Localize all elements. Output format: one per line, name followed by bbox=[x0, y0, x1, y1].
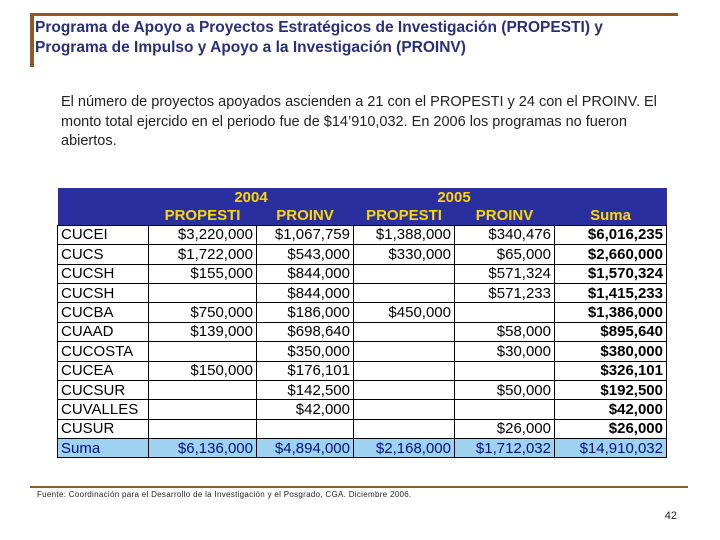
table-cell bbox=[354, 264, 455, 283]
table-cell: $1,067,759 bbox=[257, 225, 354, 244]
table-cell: $150,000 bbox=[149, 361, 257, 380]
intro-paragraph: El número de proyectos apoyados ascienden a 21 con el PROPESTI y 24 con el PROINV. El monto total ejercido en el periodo fue de $14’910,032. En 2006 los programas no fueron abiertos. bbox=[61, 94, 657, 149]
table-cell: $450,000 bbox=[354, 303, 455, 322]
row-label: CUCEA bbox=[58, 361, 149, 380]
header-empty bbox=[555, 188, 667, 206]
table-cell: $571,324 bbox=[455, 264, 555, 283]
table-cell bbox=[257, 419, 354, 438]
table-cell bbox=[354, 342, 455, 361]
table-cell bbox=[455, 303, 555, 322]
table-cell bbox=[149, 400, 257, 419]
col-header-proinv-2005: PROINV bbox=[455, 206, 555, 225]
table-cell: $698,640 bbox=[257, 322, 354, 341]
page-number: 42 bbox=[664, 510, 677, 522]
table-cell: $2,660,000 bbox=[555, 245, 667, 264]
table-cell: $1,712,032 bbox=[455, 439, 555, 458]
table-cell: $350,000 bbox=[257, 342, 354, 361]
table-cell: $42,000 bbox=[257, 400, 354, 419]
table-cell: $2,168,000 bbox=[354, 439, 455, 458]
table-cell: $571,233 bbox=[455, 283, 555, 302]
table-cell: $186,000 bbox=[257, 303, 354, 322]
table-cell: $326,101 bbox=[555, 361, 667, 380]
total-row bbox=[58, 439, 667, 458]
table-cell: $330,000 bbox=[354, 245, 455, 264]
table-cell: $6,016,235 bbox=[555, 225, 667, 244]
year-2005: 2005 bbox=[354, 188, 555, 206]
row-label: CUCSUR bbox=[58, 380, 149, 399]
table-cell bbox=[149, 380, 257, 399]
row-label: CUAAD bbox=[58, 322, 149, 341]
col-header-suma: Suma bbox=[555, 206, 667, 225]
table-cell: $65,000 bbox=[455, 245, 555, 264]
column-header-row bbox=[58, 206, 667, 225]
slide-title: Programa de Apoyo a Proyectos Estratégicos de Investigación (PROPESTI) y Programa de Impulso y Apoyo a la Investigación (PROINV) bbox=[35, 19, 603, 56]
table-cell bbox=[149, 419, 257, 438]
table-cell bbox=[354, 361, 455, 380]
row-label: CUSUR bbox=[58, 419, 149, 438]
col-header-propesti-2005: PROPESTI bbox=[354, 206, 455, 225]
table-cell: $1,722,000 bbox=[149, 245, 257, 264]
table-row bbox=[58, 264, 667, 283]
table-cell bbox=[149, 283, 257, 302]
table-cell: $42,000 bbox=[555, 400, 667, 419]
header-empty bbox=[58, 188, 149, 206]
table-cell: $26,000 bbox=[455, 419, 555, 438]
table-cell: $50,000 bbox=[455, 380, 555, 399]
row-label: CUCS bbox=[58, 245, 149, 264]
table-cell: $340,476 bbox=[455, 225, 555, 244]
row-label: CUVALLES bbox=[58, 400, 149, 419]
table-cell bbox=[455, 361, 555, 380]
row-label: CUCOSTA bbox=[58, 342, 149, 361]
table-row bbox=[58, 342, 667, 361]
table-row bbox=[58, 283, 667, 302]
table-cell bbox=[455, 400, 555, 419]
table-cell: $3,220,000 bbox=[149, 225, 257, 244]
table-cell: $142,500 bbox=[257, 380, 354, 399]
table-cell: $1,386,000 bbox=[555, 303, 667, 322]
table-row bbox=[58, 419, 667, 438]
table-cell bbox=[354, 419, 455, 438]
table-cell: $1,388,000 bbox=[354, 225, 455, 244]
title-rule-horizontal bbox=[30, 13, 678, 16]
table-cell: $155,000 bbox=[149, 264, 257, 283]
table-cell bbox=[354, 322, 455, 341]
table-cell bbox=[354, 380, 455, 399]
table-cell bbox=[354, 283, 455, 302]
table-cell: $6,136,000 bbox=[149, 439, 257, 458]
table-cell: $139,000 bbox=[149, 322, 257, 341]
table-row bbox=[58, 400, 667, 419]
table-cell: $844,000 bbox=[257, 283, 354, 302]
col-header-propesti-2004: PROPESTI bbox=[149, 206, 257, 225]
table-row bbox=[58, 361, 667, 380]
table-cell bbox=[149, 342, 257, 361]
row-label: CUCSH bbox=[58, 283, 149, 302]
table-cell: $192,500 bbox=[555, 380, 667, 399]
table-cell: $1,570,324 bbox=[555, 264, 667, 283]
funding-table bbox=[57, 188, 667, 458]
table-row bbox=[58, 303, 667, 322]
table-row bbox=[58, 225, 667, 244]
total-label: Suma bbox=[58, 439, 149, 458]
table-cell: $14,910,032 bbox=[555, 439, 667, 458]
title-rule-vertical bbox=[30, 13, 34, 67]
row-label: CUCBA bbox=[58, 303, 149, 322]
year-header-row bbox=[58, 188, 667, 206]
table-row bbox=[58, 245, 667, 264]
table-cell: $176,101 bbox=[257, 361, 354, 380]
footer-rule bbox=[30, 486, 688, 488]
table-row bbox=[58, 322, 667, 341]
table-cell bbox=[354, 400, 455, 419]
source-note: Fuente: Coordinación para el Desarrollo de la Investigación y el Posgrado, CGA. Diciembre 2006. bbox=[37, 490, 412, 499]
table-cell: $895,640 bbox=[555, 322, 667, 341]
table-cell: $1,415,233 bbox=[555, 283, 667, 302]
table-cell: $58,000 bbox=[455, 322, 555, 341]
table-cell: $750,000 bbox=[149, 303, 257, 322]
table-cell: $380,000 bbox=[555, 342, 667, 361]
row-label: CUCSH bbox=[58, 264, 149, 283]
year-2004: 2004 bbox=[149, 188, 354, 206]
table-cell: $543,000 bbox=[257, 245, 354, 264]
header-empty bbox=[58, 206, 149, 225]
table-row bbox=[58, 380, 667, 399]
row-label: CUCEI bbox=[58, 225, 149, 244]
table-cell: $30,000 bbox=[455, 342, 555, 361]
table-cell: $26,000 bbox=[555, 419, 667, 438]
table-cell: $844,000 bbox=[257, 264, 354, 283]
col-header-proinv-2004: PROINV bbox=[257, 206, 354, 225]
table-cell: $4,894,000 bbox=[257, 439, 354, 458]
